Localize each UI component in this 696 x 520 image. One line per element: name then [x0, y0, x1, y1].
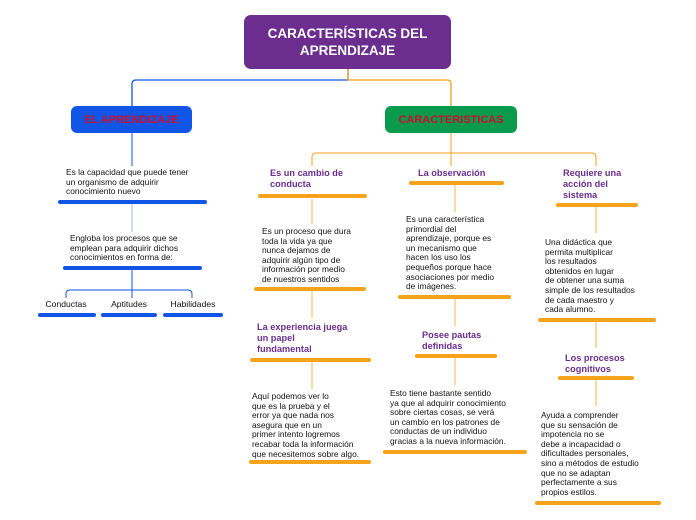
- form-conductas[interactable]: Conductas: [45, 299, 87, 309]
- subtopic-cambio-underline: [258, 194, 367, 198]
- topic-el-aprendizaje[interactable]: [71, 106, 192, 133]
- experiencia-text[interactable]: Aquí podemos ver lo que es la prueba y el error ya que nada nos asegura que en un primer intento logremos recabar toda la información que necesitemos sobre algo.: [252, 391, 360, 459]
- form-aptitudes-underline: [101, 313, 157, 317]
- procesos-text-underline: [535, 501, 661, 505]
- definition-text[interactable]: Es la capacidad que puede tener un organismo de adquirir conocimiento nuevo: [66, 167, 189, 197]
- subtopic-experiencia-underline: [250, 358, 371, 362]
- definition-underline: [58, 200, 207, 204]
- observacion-text-underline: [398, 295, 511, 299]
- subtopic-procesos-cognitivos[interactable]: Los procesos cognitivos: [565, 353, 625, 374]
- procesos-cognitivos-text[interactable]: Ayuda a comprender que su sensación de impotencia no se debe a incapacidad o dificultades personales, sino a métodos de estudio que no se adaptan perfectamente a sus propios estilos.: [541, 410, 639, 497]
- accion-text-underline: [538, 318, 656, 322]
- connector-right-cols: [312, 153, 596, 166]
- form-habilidades[interactable]: Habilidades: [170, 299, 216, 309]
- form-conductas-underline: [38, 313, 96, 317]
- form-habilidades-underline: [163, 313, 223, 317]
- experiencia-text-underline: [249, 460, 371, 464]
- subtopic-procesos-underline: [558, 376, 634, 380]
- connector-title-right: [348, 69, 451, 106]
- title-line-2: APRENDIZAJE: [299, 43, 396, 58]
- subtopic-observacion-underline: [409, 181, 504, 185]
- connector-left-forms: [66, 290, 192, 298]
- topic-label: CARACTERISTICAS: [398, 113, 504, 126]
- subtopic-pautas-underline: [415, 354, 497, 358]
- main-title[interactable]: [244, 15, 451, 69]
- subtopic-observacion[interactable]: La observación: [418, 168, 486, 178]
- includes-underline: [63, 266, 202, 270]
- cambio-text-underline: [254, 287, 366, 291]
- subtopic-experiencia[interactable]: La experiencia juega un papel fundamental: [257, 322, 348, 354]
- connector-title-left: [132, 69, 348, 106]
- subtopic-accion-sistema[interactable]: Requiere una acción del sistema: [563, 168, 622, 200]
- accion-sistema-text[interactable]: Una didáctica que permita multiplicar los resultados obtenidos en lugar de obtener una suma simple de los resultados de cada maestro y cada alumno.: [545, 237, 635, 315]
- subtopic-pautas[interactable]: Posee pautas definidas: [422, 330, 482, 351]
- pautas-text-underline: [383, 450, 527, 454]
- title-line-1: CARACTERÍSTICAS DEL: [267, 26, 428, 41]
- topic-label: EL APRENDIZAJE: [84, 113, 179, 126]
- form-aptitudes[interactable]: Aptitudes: [111, 299, 147, 309]
- subtopic-cambio-conducta[interactable]: Es un cambio de conducta: [270, 168, 344, 189]
- topic-caracteristicas[interactable]: [385, 106, 517, 133]
- includes-text[interactable]: Engloba los procesos que se emplean para adquirir dichos conocimientos en forma de:: [70, 233, 179, 263]
- observacion-text[interactable]: Es una característica primordial del aprendizaje, porque es un mecanismo que hacen los uso los pequeños porque hace asociaciones por medio de imágenes.: [406, 214, 494, 292]
- cambio-conducta-text[interactable]: Es un proceso que dura toda la vida ya que nunca dejamos de adquirir algún tipo de información por medio de nuestros sentidos: [262, 226, 351, 284]
- subtopic-accion-underline: [556, 203, 638, 207]
- pautas-text[interactable]: Esto tiene bastante sentido ya que al adquirir conocimiento sobre ciertas cosas, se verá un cambio en los patrones de conductas de un individuo gracias a la nueva información.: [390, 388, 506, 446]
